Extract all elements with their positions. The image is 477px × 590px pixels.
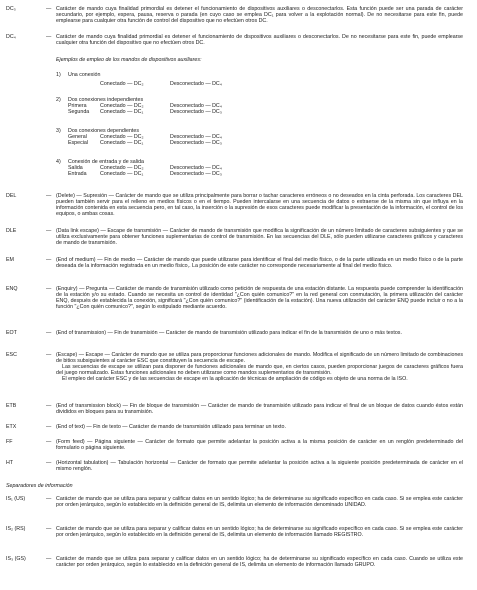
example-number: 2) — [56, 97, 61, 103]
example-row-label: Entrada — [68, 171, 87, 177]
entry-dash: — — [46, 6, 52, 12]
example-number: 4) — [56, 159, 61, 165]
example-row-disconnected: Desconectado — DC₃ — [170, 109, 222, 115]
entry-dash: — — [46, 352, 52, 358]
entry-description: Carácter de mando cuya finalidad primordial es detener el funcionamiento de dispositivos auxiliares o desconectarlos. Esta función puede ser una parada de carácter secundario, por ejemplo, espera, pausa, reserva o parada (en cuyo caso se emplea DC₁ para volver a la explotación normal). De no necesitarse para este fin, puede emplearse para cualquier otra función de control del dispositivo que no efectúen otros DC. — [56, 6, 463, 25]
entry-description — [56, 193, 463, 217]
entry-dash: — — [46, 34, 52, 40]
example-row-disconnected: Desconectado — DC₃ — [170, 140, 222, 146]
entry-paragraph: (Horizontal tabulation) — Tabulación horizontal — Carácter de formato que permite adelantar la posición activa a la siguiente posición predeterminada de carácter en el mismo renglón. — [56, 460, 463, 473]
entry-paragraph: Las secuencias de escape se utilizan para disponer de funciones adicionales de mando que, en ciertos casos, pueden proporcionar juegos de caracteres gráficos fuera del juego normalizado. Estas funciones adicionales no deben utilizarse como mandos suplementarios de transmisión. — [56, 364, 463, 377]
entry-description — [56, 228, 463, 246]
entry-description — [56, 439, 463, 451]
example-row-disconnected: Desconectado — DC₄ — [170, 81, 222, 87]
entry-description: Carácter de mando que se utiliza para separar y calificar datos en un sentido lógico; ha de determinarse su significado específico en cada caso. Si se emplea este carácter por orden jerárquico, según lo establecido en la definición general de IS, delimita un elemento de información denominado UNIDAD. — [56, 496, 463, 509]
entry-dash: — — [46, 228, 52, 234]
entry-term: DLE — [6, 228, 17, 234]
entry-term: EOT — [6, 330, 17, 336]
entry-dash: — — [46, 460, 52, 466]
entry-term: IS₂ (RS) — [6, 526, 26, 532]
entry-dash: — — [46, 193, 52, 199]
entry-dash: — — [46, 286, 52, 292]
entry-term: HT — [6, 460, 14, 466]
entry-paragraph: (Data link escape) — Escape de transmisión — Carácter de mando de transmisión que modifica la significación de un número limitado de caracteres subsiguientes y que se utiliza exclusivamente para obtener funciones suplementarias de control de transmisión. En las secuencias del DLE, sólo pueden utilizarse caracteres gráficos y caracteres de mando de transmisión. — [56, 228, 463, 247]
entry-description: Carácter de mando que se utiliza para separar y calificar datos en un sentido lógico; ha de determinarse su significado específico en cada caso. Si se emplea este carácter por orden jerárquico, según lo establecido en la definición general de IS, delimita un elemento de información llamado REGISTRO. — [56, 526, 463, 539]
example-number: 1) — [56, 72, 61, 78]
entry-description — [56, 460, 463, 472]
entry-description — [56, 424, 463, 430]
entry-paragraph: (Delete) — Supresión — Carácter de mando que se utiliza principalmente para borrar o tachar caracteres erróneos o no deseados en la cinta perforada. Los caracteres DEL pueden también servir para el relleno en medios físicos o en el tiempo. Pueden intercalarse en una secuencia de datos o extraerse de la misma sin que influya en la información contenida en esta secuencia pero, en tal caso, la inserción o la supresión de esos caracteres puede modificar la presentación de la información, el control de los equipos, o ambas cosas. — [56, 193, 463, 218]
entry-dash: — — [46, 330, 52, 336]
entry-paragraph: (End of transmission) — Fin de transmisión — Carácter de mando de transmisión utilizado para indicar el fin de la transmisión de uno o más textos. — [56, 330, 402, 336]
entry-term: DEL — [6, 193, 17, 199]
example-row-label: General — [68, 134, 87, 140]
example-row-label: Segunda — [68, 109, 90, 115]
example-row-label: Primera — [68, 103, 87, 109]
entry-term: DC₄ — [6, 34, 16, 40]
examples-block — [56, 57, 201, 63]
entry-term: EM — [6, 257, 14, 263]
entry-dash: — — [46, 556, 52, 562]
example-row-disconnected: Desconectado — DC₄ — [170, 165, 222, 171]
example-row-connected: Conectado — DC₂ — [100, 103, 144, 109]
example-row-connected: Conectado — DC₂ — [100, 134, 144, 140]
example-number: 3) — [56, 128, 61, 134]
entry-paragraph: (Enquiry) — Pregunta — Carácter de mando de transmisión utilizado como petición de respuesta de una estación distante. La respuesta puede comprender la identificación de la estación y/o su estado. Cuando se necesita un control de identidad "¿Con quién comunico?" en la red general con conmutación, la primera utilización del carácter ENQ, después de establecida la conexión, significará "¿Con quién comunico?" (identificación de la estación). Una nueva utilización del carácter ENQ puede incluir o no a la función "¿Con quién comunico?", según lo estipulado mediante acuerdo. — [56, 286, 463, 311]
entry-term: DC₃ — [6, 6, 16, 12]
entry-description — [56, 257, 463, 269]
entry-term: ETX — [6, 424, 17, 430]
example-row-connected: Conectado — DC₂ — [100, 165, 144, 171]
entry-term: ENQ — [6, 286, 18, 292]
entry-paragraph: (Form feed) — Página siguiente — Carácter de formato que permite adelantar la posición activa a la misma posición de carácter en un renglón predeterminado del formulario o página siguiente. — [56, 439, 463, 452]
entry-dash: — — [46, 439, 52, 445]
entry-paragraph: (End of text) — Fin de texto — Carácter de mando de transmisión utilizado para terminar un texto. — [56, 424, 286, 430]
example-row-connected: Conectado — DC₁ — [100, 171, 144, 177]
entry-term: IS₁ (US) — [6, 496, 26, 502]
example-row-disconnected: Desconectado — DC₃ — [170, 171, 222, 177]
entry-paragraph: (End of transmission block) — Fin de bloque de transmisión — Carácter de mando de transmisión utilizado para indicar el final de un bloque de datos cuando éstos están divididos en bloques para su transmisión. — [56, 403, 463, 416]
entry-term: FF — [6, 439, 13, 445]
example-row-label: Especial — [68, 140, 89, 146]
entry-term: IS₃ (GS) — [6, 556, 26, 562]
section-title-separators: Separadores de información — [6, 483, 73, 489]
example-row-connected: Conectado — DC₁ — [100, 140, 144, 146]
examples-title: Ejemplos de empleo de los mandos de dispositivos auxiliares: — [56, 57, 202, 63]
entry-term: ESC — [6, 352, 17, 358]
example-row-connected: Conectado — DC₁ — [100, 109, 144, 115]
entry-dash: — — [46, 257, 52, 263]
entry-dash: — — [46, 403, 52, 409]
entry-dash: — — [46, 526, 52, 532]
example-row-disconnected: Desconectado — DC₄ — [170, 103, 222, 109]
example-row-connected: Conectado — DC₂ — [100, 81, 144, 87]
entry-description — [56, 352, 463, 382]
entry-paragraph: El empleo del carácter ESC y de las secuencias de escape en la aplicación de técnicas de ampliación de código es objeto de una norma de la ISO. — [62, 376, 408, 383]
example-header: Una conexión — [68, 72, 101, 78]
example-header: Conexión de entrada y de salida — [68, 159, 144, 165]
entry-description: Carácter de mando cuya finalidad primordial es detener el funcionamiento de dispositivos auxiliares o desconectarlos. De no necesitarse para este fin, puede emplearse cualquier otra función del dispositivo que no efectúen otros DC. — [56, 34, 463, 47]
entry-dash: — — [46, 496, 52, 502]
entry-dash: — — [46, 424, 52, 430]
example-header: Dos conexiones dependientes — [68, 128, 139, 134]
entry-description — [56, 286, 463, 310]
entry-description: Carácter de mando que se utiliza para separar y calificar datos en un sentido lógico; ha de determinarse su significado específico en cada caso. Cuando se utiliza este carácter por orden jerárquico, según lo establecido en la definición general de IS, delimita un elemento de información llamado GRUPO. — [56, 556, 463, 569]
example-row-label: Salida — [68, 165, 83, 171]
entry-term: ETB — [6, 403, 17, 409]
entry-paragraph: (End of medium) — Fin de medio — Carácter de mando que puede utilizarse para identificar el final del medio físico, o de la parte utilizada en un medio físico o de la parte deseada de la información registrada en un medio físico,. La posición de este carácter no corresponde necesariamente al final del medio físico. — [56, 257, 463, 270]
entry-description — [56, 403, 463, 415]
entry-description — [56, 330, 463, 336]
example-row-disconnected: Desconectado — DC₄ — [170, 134, 222, 140]
entry-paragraph: (Escape) — Escape — Carácter de mando que se utiliza para proporcionar funciones adicionales de mando. Modifica el significado de un número limitado de combinaciones de bitios subsiguientes al carácter ESC que constituyen la secuencia de escape. — [56, 352, 463, 365]
example-header: Dos conexiones independientes — [68, 97, 144, 103]
